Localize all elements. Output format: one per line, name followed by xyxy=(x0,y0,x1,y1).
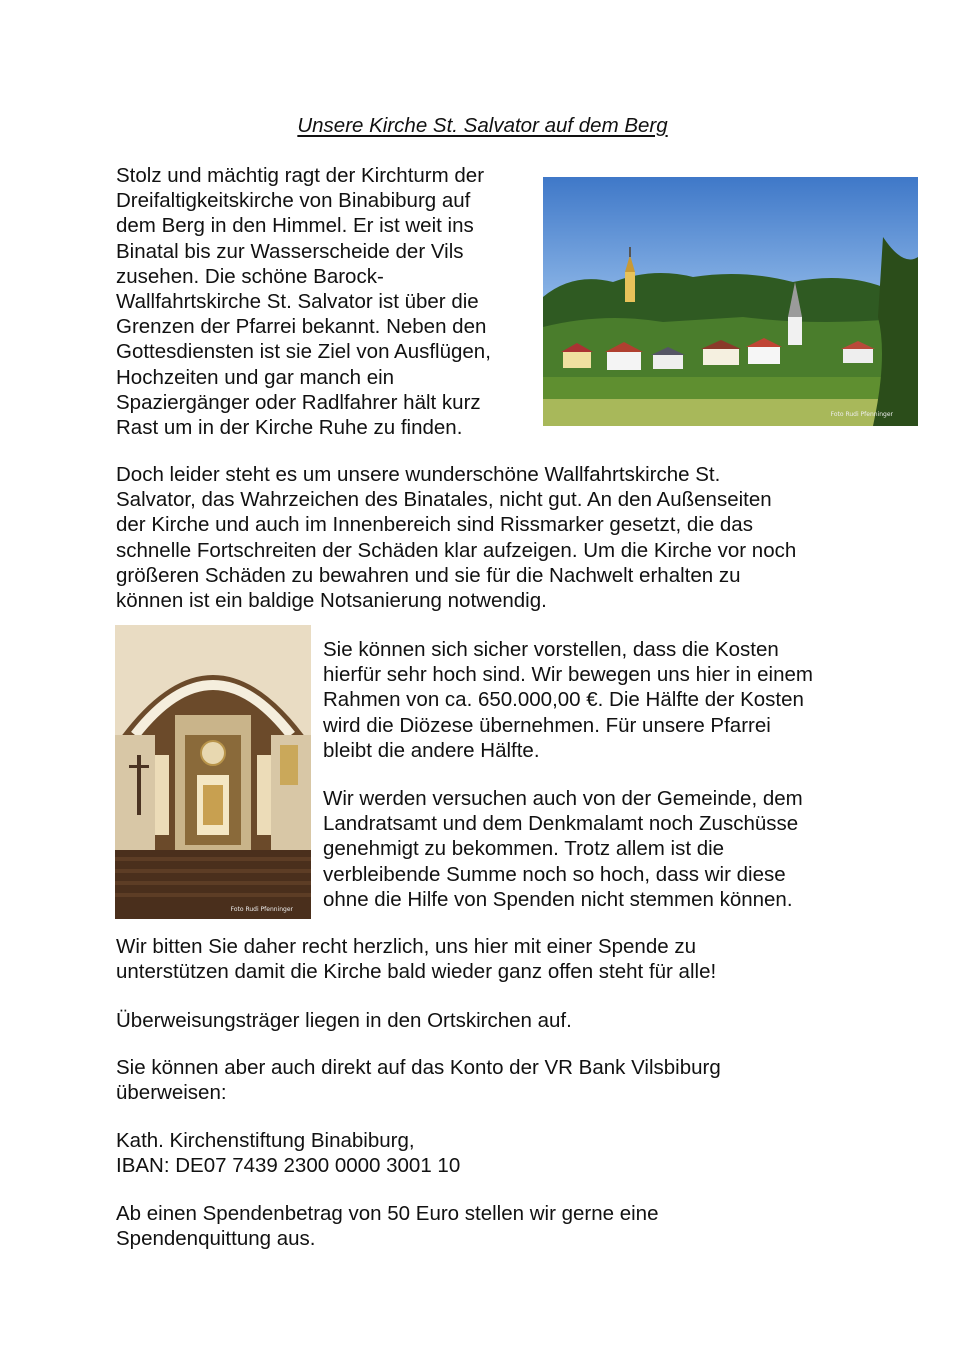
transfer-forms-paragraph: Überweisungsträger liegen in den Ortskirchen auf. xyxy=(116,1009,572,1032)
bank-paragraph: Sie können aber auch direkt auf das Konto der VR Bank Vilsbiburg überweisen: xyxy=(116,1056,721,1105)
subsidy-paragraph: Wir werden versuchen auch von der Gemeinde, dem Landratsamt und dem Denkmalamt noch Zuschüsse genehmigt zu bekommen. Trotz allem ist die verbleibende Summe noch so hoch, dass wir diese ohne die Hilfe von Spenden nicht stemmen können. xyxy=(323,787,803,911)
cost-paragraph: Sie können sich sicher vorstellen, dass die Kosten hierfür sehr hoch sind. Wir bewegen uns hier in einem Rahmen von ca. 650.000,00 €. Die Hälfte der Kosten wird die Diözese übernehmen. Für unsere Pfarrei bleibt die andere Hälfte. xyxy=(323,638,813,762)
page-title: Unsere Kirche St. Salvator auf dem Berg xyxy=(297,114,668,137)
receipt-paragraph: Ab einen Spendenbetrag von 50 Euro stellen wir gerne eine Spendenquittung aus. xyxy=(116,1202,659,1251)
intro-paragraph: Stolz und mächtig ragt der Kirchturm der Dreifaltigkeitskirche von Binabiburg auf dem Berg in den Himmel. Er ist weit ins Binatal bis zur Wasserscheide der Vils zusehen. Die schöne Barock- Wallfahrtskirche St. Salvator ist über die Grenzen der Pfarrei bekannt. Neben den Gottesdiensten ist sie Ziel von Ausflügen, Hochzeiten und gar manch ein Spaziergänger oder Radlfahrer hält kurz Rast um in der Kirche Ruhe zu finden. xyxy=(116,164,491,440)
account-details: Kath. Kirchenstiftung Binabiburg, IBAN: DE07 7439 2300 0000 3001 10 xyxy=(116,1129,461,1178)
photo-credit: Foto Rudi Pfenninger xyxy=(230,906,293,913)
interior-photo xyxy=(115,625,311,919)
donation-request-paragraph: Wir bitten Sie daher recht herzlich, uns hier mit einer Spende zu unterstützen damit die Kirche bald wieder ganz offen steht für alle! xyxy=(116,935,717,984)
photo-credit: Foto Rudi Pfenninger xyxy=(830,411,893,418)
condition-paragraph: Doch leider steht es um unsere wunderschöne Wallfahrtskirche St. Salvator, das Wahrzeichen des Binatales, nicht gut. An den Außenseiten der Kirche und auch im Innenbereich sind Rissmarker gesetzt, die das schnelle Fortschreiten der Schäden klar aufzeigen. Um die Kirche vor noch größeren Schäden zu bewahren und sie für die Nachwelt erhalten zu können ist ein baldige Notsanierung notwendig. xyxy=(116,463,797,613)
landscape-photo xyxy=(543,177,918,426)
